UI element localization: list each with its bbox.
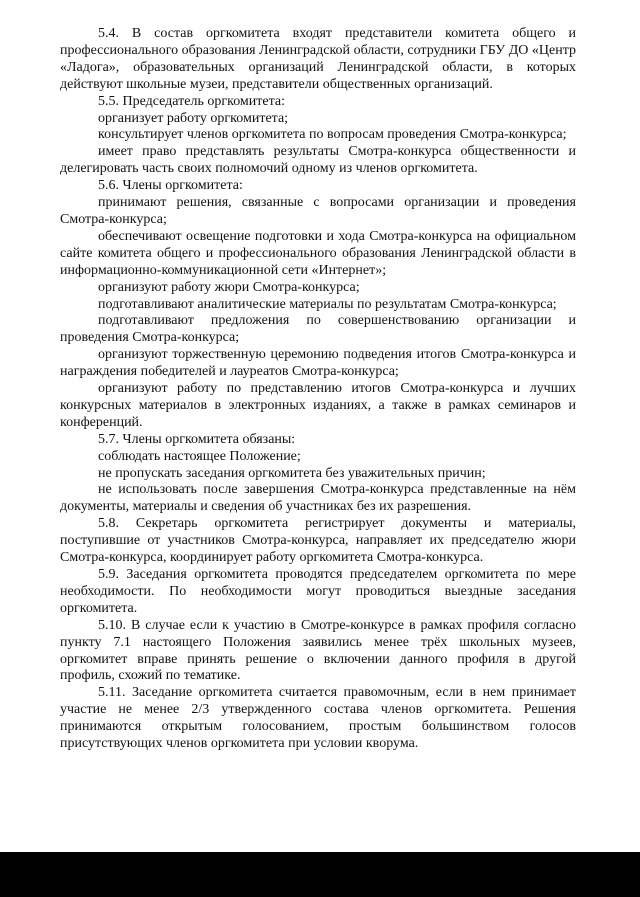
paragraph-5-9: 5.9. Заседания оргкомитета проводятся председателем оргкомитета по мере необходимости. По необходимости могут проводиться выездные заседания оргкомитета. — [60, 567, 576, 616]
paragraph-5-10: 5.10. В случае если к участию в Смотре-конкурсе в рамках профиля согласно пункту 7.1 настоящего Положения заявились менее трёх школьных музеев, оргкомитет вправе принять решение о включении данного профиля в другой профиль, схожий по тематике. — [60, 617, 576, 684]
obligation-attend: не пропускать заседания оргкомитета без уважительных причин; — [98, 465, 486, 481]
paragraph-5-11: 5.11. Заседание оргкомитета считается правомочным, если в нем принимает участие не менее 2/3 утвержденного состава членов оргкомитета. Решения принимаются открытым голосованием, простым большинством голосов присутствующих членов оргкомитета при условии кворума. — [60, 685, 576, 752]
paragraph-5-5-heading: 5.5. Председатель оргкомитета: — [98, 93, 285, 109]
document-page — [60, 26, 576, 753]
paragraph-5-6-heading: 5.6. Члены оргкомитета: — [98, 178, 243, 194]
obligation-comply: соблюдать настоящее Положение; — [98, 448, 301, 464]
paragraph-5-4: 5.4. В состав оргкомитета входят представители комитета общего и профессионального образования Ленинградской области, сотрудники ГБУ ДО «Центр «Ладога», образовательных организаций Ленинградской области, в которых действуют школьные музеи, представители общественных организаций. — [60, 26, 576, 92]
scan-bottom-border — [0, 852, 640, 897]
member-duty-proposals: подготавливают предложения по совершенствованию организации и проведения Смотра-конкурса; — [60, 313, 576, 346]
chair-duty-represent: имеет право представлять результаты Смотра-конкурса общественности и делегировать часть своих полномочий одному из членов оргкомитета. — [60, 144, 576, 177]
chair-duty-consult: консультирует членов оргкомитета по вопросам проведения Смотра-конкурса; — [98, 127, 567, 143]
member-duty-coverage: обеспечивают освещение подготовки и хода Смотра-конкурса на официальном сайте комитета общего и профессионального образования Ленинградской области в информационно-коммуникационной сети «Интернет»; — [60, 228, 576, 278]
member-duty-analytics: подготавливают аналитические материалы по результатам Смотра-конкурса; — [98, 296, 557, 312]
obligation-materials: не использовать после завершения Смотра-конкурса представленные на нём документы, материалы и сведения об участниках без их разрешения. — [60, 482, 576, 515]
paragraph-5-8: 5.8. Секретарь оргкомитета регистрирует документы и материалы, поступившие от участников Смотра-конкурса, направляет их председателю жюри Смотра-конкурса, координирует работу оргкомитета Смотра-конкурса. — [60, 516, 576, 566]
chair-duty-organize: организует работу оргкомитета; — [98, 110, 289, 126]
member-duty-decisions: принимают решения, связанные с вопросами организации и проведения Смотра-конкурса; — [60, 195, 576, 227]
member-duty-jury: организуют работу жюри Смотра-конкурса; — [98, 279, 360, 295]
member-duty-ceremony: организуют торжественную церемонию подведения итогов Смотра-конкурса и награждения победителей и лауреатов Смотра-конкурса; — [60, 347, 576, 380]
member-duty-publication: организуют работу по представлению итогов Смотра-конкурса и лучших конкурсных материалов в электронных изданиях, а также в рамках семинаров и конференций. — [60, 381, 576, 430]
paragraph-5-7-heading: 5.7. Члены оргкомитета обязаны: — [98, 431, 296, 447]
